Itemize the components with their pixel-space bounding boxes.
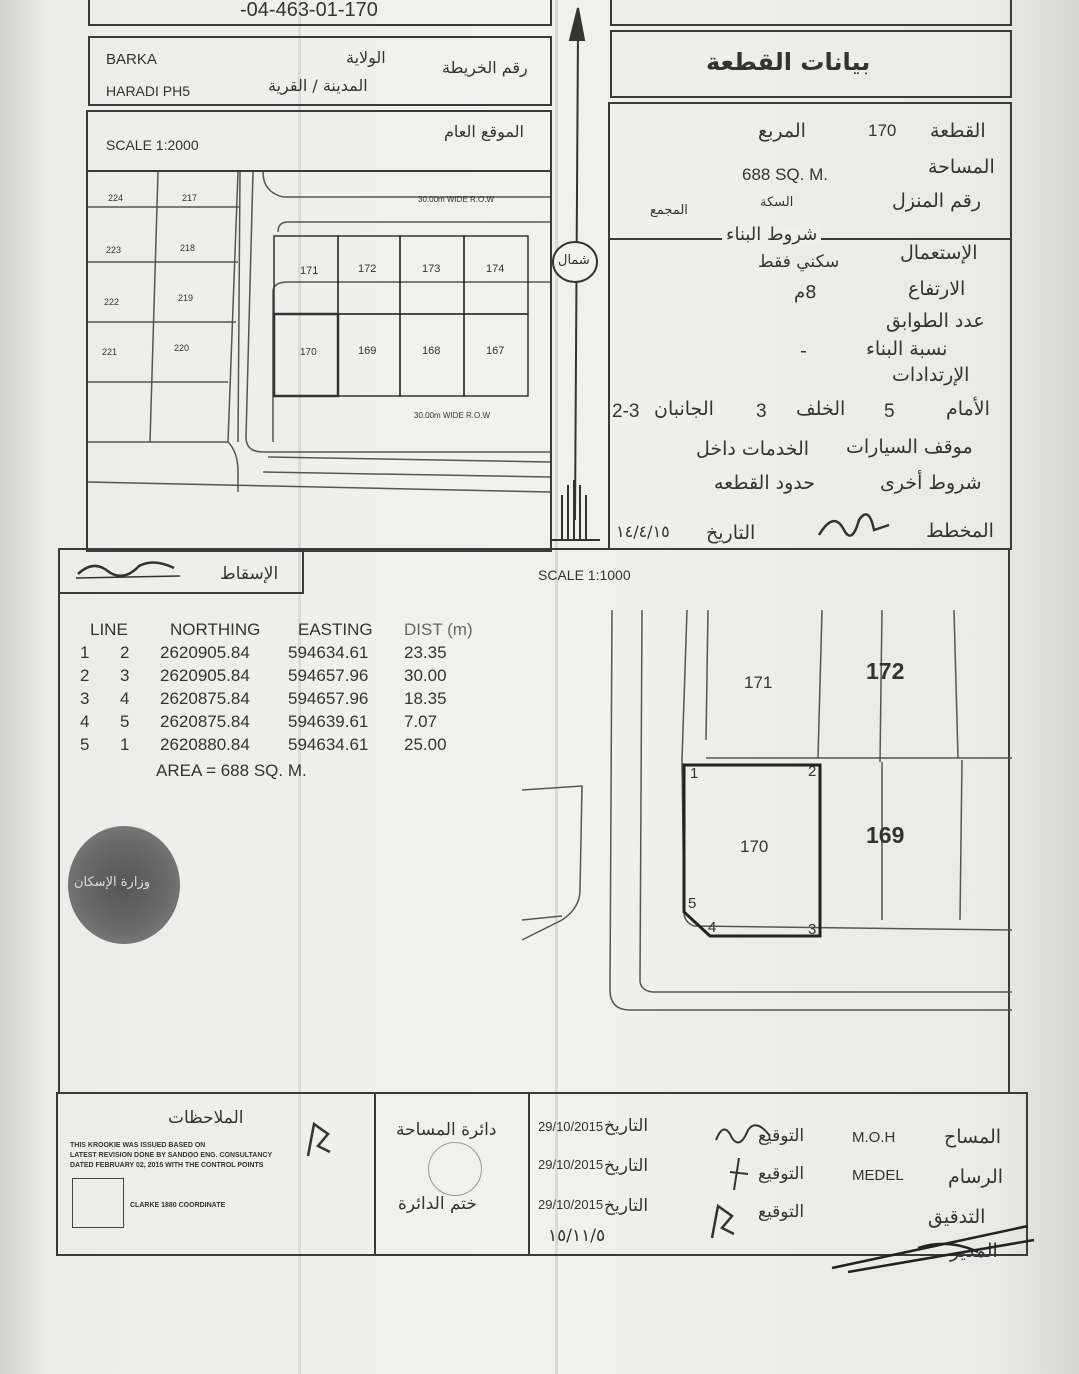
divider [528, 1094, 530, 1254]
city-value: HARADI PH5 [106, 83, 191, 99]
table-row [80, 733, 490, 756]
wilaya-value: BARKA [106, 51, 157, 68]
plot-data-box [608, 102, 1012, 550]
planner-date-value: ١٤/٤/١٥ [616, 522, 670, 541]
cell: 30.00 [404, 665, 447, 685]
rear-label: الخلف [796, 398, 846, 420]
planner-label: المخطط [926, 520, 994, 542]
surveyor-signature [714, 1114, 774, 1154]
cell: 2620875.84 [160, 711, 250, 731]
table-row [80, 641, 490, 664]
plot-171: 171 [744, 673, 773, 692]
header-line: LINE [90, 619, 128, 639]
notes-signature [300, 1116, 340, 1166]
survey-dept-label: دائرة المساحة [396, 1120, 497, 1140]
surveyor-name: M.O.H [852, 1129, 896, 1146]
cell: 2 [80, 665, 90, 685]
clarke-note: CLARKE 1880 COORDINATE [130, 1202, 226, 1209]
header-northing: NORTHING [170, 619, 261, 639]
lp-plot-219: 219 [178, 293, 194, 303]
notes-line-1: THIS KROOKIE WAS ISSUED BASED ON [70, 1142, 206, 1149]
surveyor-label: المساح [944, 1126, 1002, 1148]
location-plan-scale: SCALE 1:2000 [106, 137, 199, 153]
cell: 4 [80, 711, 90, 731]
draftsman-signature [724, 1154, 754, 1194]
dept-emblem [428, 1142, 482, 1196]
lp-plot-222: 222 [104, 297, 120, 307]
plot-169: 169 [866, 822, 905, 848]
projection-signature [74, 554, 184, 584]
date-label-3: التاريخ [604, 1196, 649, 1216]
corner-2: 2 [808, 763, 817, 780]
cell: 5 [120, 711, 130, 731]
cell: 2 [120, 642, 130, 662]
plot-label: القطعة [930, 120, 986, 142]
cell: 594634.61 [288, 734, 369, 754]
rear-value: 3 [756, 401, 767, 422]
cell: 594657.96 [288, 688, 369, 708]
date-2: 29/10/2015 [538, 1157, 604, 1172]
cell: 2620875.84 [160, 688, 250, 708]
cell: 594634.61 [288, 642, 369, 662]
cell: 23.35 [404, 642, 447, 662]
table-row [80, 687, 490, 710]
notes-line-2: LATEST REVISION DONE BY SANDOO ENG. CONSULTANCY [70, 1152, 273, 1159]
sides-label: الجانبان [654, 398, 714, 420]
sides-value: 2-3 [612, 401, 640, 422]
floors-label: عدد الطوابق [886, 310, 985, 332]
top-strip-right [610, 0, 1012, 26]
cell: 2620880.84 [160, 734, 250, 754]
other-conditions-label: شروط أخرى [880, 472, 982, 494]
projection-title-box [60, 550, 304, 594]
map-number-label: رقم الخريطة [442, 58, 528, 77]
setbacks-label: الإرتدادات [892, 364, 970, 386]
area-total: AREA = 688 SQ. M. [156, 761, 307, 780]
wilaya-label: الولاية [346, 48, 386, 67]
projection-section [58, 548, 1010, 1094]
other-conditions-value: حدود القطعه [714, 472, 816, 494]
lp-plot-170: 170 [300, 347, 317, 358]
projection-scale: SCALE 1:1000 [538, 567, 631, 583]
cell: 18.35 [404, 688, 447, 708]
height-label: الارتفاع [908, 278, 966, 300]
cell: 2620905.84 [160, 665, 250, 685]
front-value: 5 [884, 401, 895, 422]
complex-label: المجمع [650, 203, 688, 218]
location-plan-drawing [88, 172, 550, 552]
top-strip-text: -04-463-01-170 [240, 0, 378, 21]
corner-4: 4 [708, 919, 717, 936]
building-conditions-title: شروط البناء [722, 226, 821, 244]
location-plan-title: الموقع العام [444, 122, 524, 141]
lp-plot-220: 220 [174, 343, 190, 353]
north-label: شمال [558, 253, 590, 268]
cell: 2620905.84 [160, 642, 250, 662]
road-label-top: 30.00m WIDE R.O.W [418, 195, 495, 204]
cell: 5 [80, 734, 90, 754]
lp-plot-167: 167 [486, 345, 505, 357]
plot-data-title-box [610, 30, 1012, 98]
lp-plot-217: 217 [182, 193, 198, 203]
notes-line-3: DATED FEBRUARY 02, 2015 WITH THE CONTROL POINTS [70, 1162, 264, 1169]
cell: 7.07 [404, 711, 438, 731]
plot-172: 172 [866, 658, 905, 684]
cell: 3 [120, 665, 130, 685]
checker-signature [704, 1198, 744, 1248]
table-row [80, 664, 490, 687]
street-label: السكة [760, 195, 794, 210]
cell: 25.00 [404, 734, 447, 754]
planner-date-label: التاريخ [706, 522, 756, 544]
date-label-2: التاريخ [604, 1156, 649, 1176]
lp-plot-171: 171 [300, 265, 319, 277]
top-strip-left [88, 0, 552, 26]
notes-label: الملاحظات [168, 1108, 244, 1128]
location-plan [86, 110, 552, 552]
date-1: 29/10/2015 [538, 1119, 604, 1134]
director-date: ١٥/١١/٥ [548, 1226, 606, 1246]
draftsman-label: الرسام [948, 1166, 1004, 1188]
lp-plot-224: 224 [108, 193, 124, 203]
use-value: سكني فقط [758, 252, 840, 272]
table-header [80, 618, 490, 641]
coordinate-table [80, 618, 490, 756]
divider [374, 1094, 376, 1254]
corner-1: 1 [690, 765, 699, 782]
cell: 4 [120, 688, 130, 708]
corner-5: 5 [688, 895, 697, 912]
road-label-bottom: 30.00m WIDE R.O.W [414, 411, 491, 420]
cell: 1 [80, 642, 90, 662]
date-3: 29/10/2015 [538, 1197, 604, 1212]
signature-label-1: التوقيع [758, 1126, 805, 1146]
plot-data-title: بيانات القطعة [706, 48, 871, 76]
dept-stamp-label: ختم الدائرة [398, 1194, 477, 1214]
city-label: المدينة / القرية [268, 76, 368, 95]
lp-plot-168: 168 [422, 345, 441, 357]
director-label: المدير [950, 1240, 998, 1262]
area-value: 688 SQ. M. [742, 165, 828, 184]
ratio-value: - [800, 340, 807, 362]
signature-label-3: التوقيع [758, 1202, 805, 1222]
plot-170: 170 [740, 837, 769, 856]
lp-plot-223: 223 [106, 245, 122, 255]
cell: 594639.61 [288, 711, 369, 731]
lp-plot-169: 169 [358, 345, 377, 357]
cell: 594657.96 [288, 665, 369, 685]
lp-plot-218: 218 [180, 243, 196, 253]
map-info-box [88, 36, 552, 106]
footer [56, 1092, 1028, 1262]
planner-signature [814, 500, 894, 550]
parking-value: الخدمات داخل [696, 438, 810, 460]
north-arrow [540, 0, 610, 560]
plot-value: 170 [868, 121, 897, 140]
director-signature [828, 1218, 1038, 1278]
header-dist: DIST (m) [404, 619, 473, 639]
projection-title: الإسقاط [220, 564, 279, 584]
signature-label-2: التوقيع [758, 1164, 805, 1184]
lp-plot-172: 172 [358, 263, 377, 275]
lp-plot-173: 173 [422, 263, 441, 275]
lp-plot-174: 174 [486, 263, 505, 275]
ratio-label: نسبة البناء [866, 338, 948, 360]
checker-label: التدقيق [928, 1206, 986, 1228]
cell: 1 [120, 734, 130, 754]
header-easting: EASTING [298, 619, 373, 639]
parking-label: موقف السيارات [846, 436, 973, 458]
table-row [80, 710, 490, 733]
area-label: المساحة [928, 156, 995, 178]
block-label: المربع [758, 120, 806, 142]
house-number-label: رقم المنزل [892, 190, 982, 212]
front-label: الأمام [946, 398, 990, 420]
ministry-stamp [68, 826, 180, 944]
lp-plot-221: 221 [102, 347, 118, 357]
height-value: 8م [794, 282, 817, 303]
corner-3: 3 [808, 921, 817, 938]
cell: 3 [80, 688, 90, 708]
use-label: الإستعمال [900, 242, 978, 264]
stamp-text: وزارة الإسكان [74, 875, 150, 890]
notes-legend-box [72, 1178, 124, 1228]
date-label-1: التاريخ [604, 1116, 649, 1136]
draftsman-name: MEDEL [852, 1167, 904, 1184]
